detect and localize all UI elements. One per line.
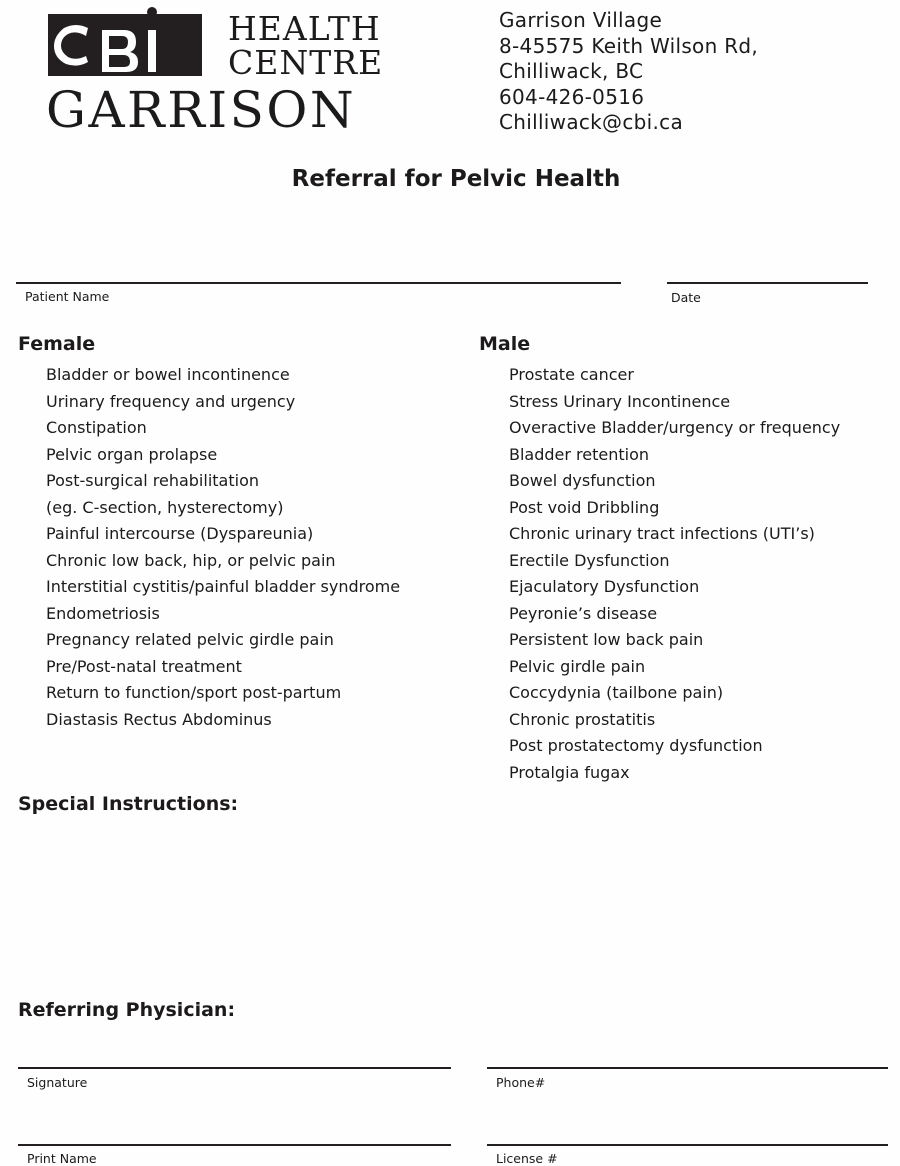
- male-heading: Male: [479, 333, 531, 355]
- logo-centre-text: CENTRE: [228, 43, 384, 82]
- male-condition-item: Chronic prostatitis: [509, 709, 656, 729]
- clinic-phone: 604-426-0516: [499, 84, 645, 109]
- clinic-city: Chilliwack, BC: [499, 59, 644, 83]
- special-instructions-heading: Special Instructions:: [18, 793, 239, 815]
- cbi-logo-mark: [46, 6, 206, 80]
- clinic-email: Chilliwack@cbi.ca: [499, 110, 684, 134]
- clinic-street: 8-45575 Keith Wilson Rd,: [499, 33, 759, 58]
- male-condition-item: Post prostatectomy dysfunction: [509, 736, 763, 755]
- date-label: Date: [671, 290, 701, 305]
- female-condition-item: Endometriosis: [46, 603, 160, 623]
- female-condition-item: Urinary frequency and urgency: [46, 391, 296, 411]
- page-title: Referral for Pelvic Health: [291, 166, 621, 192]
- signature-label: Signature: [27, 1075, 88, 1090]
- clinic-name: Garrison Village: [499, 8, 663, 32]
- license-line[interactable]: [487, 1144, 888, 1146]
- female-condition-item: Constipation: [46, 418, 147, 437]
- patient-name-line[interactable]: [16, 282, 621, 284]
- female-condition-item: Bladder or bowel incontinence: [46, 365, 290, 384]
- female-condition-item: Pelvic organ prolapse: [46, 444, 218, 464]
- female-condition-item: Chronic low back, hip, or pelvic pain: [46, 550, 336, 570]
- phone-line[interactable]: [487, 1067, 888, 1069]
- print-name-line[interactable]: [18, 1144, 451, 1146]
- female-condition-item: Interstitial cystitis/painful bladder syndrome: [46, 577, 401, 596]
- date-line[interactable]: [667, 282, 868, 284]
- male-condition-item: Bladder retention: [509, 444, 650, 464]
- male-condition-item: Ejaculatory Dysfunction: [509, 577, 700, 596]
- male-condition-item: Erectile Dysfunction: [509, 550, 670, 570]
- female-condition-item: Pre/Post-natal treatment: [46, 656, 242, 676]
- male-conditions-list: [509, 362, 840, 786]
- logo-garrison-text: GARRISON: [46, 81, 357, 139]
- male-condition-item: Pelvic girdle pain: [509, 656, 646, 676]
- male-condition-item: Prostate cancer: [509, 365, 634, 384]
- female-conditions-list: [46, 362, 400, 733]
- referring-physician-heading: Referring Physician:: [18, 999, 236, 1021]
- male-condition-item: Persistent low back pain: [509, 630, 704, 649]
- female-condition-item: Painful intercourse (Dyspareunia): [46, 524, 314, 543]
- male-condition-item: Coccydynia (tailbone pain): [509, 683, 724, 702]
- license-label: License #: [496, 1151, 558, 1166]
- print-name-label: Print Name: [27, 1151, 97, 1166]
- patient-name-label: Patient Name: [25, 289, 110, 304]
- female-condition-item: Post-surgical rehabilitation: [46, 471, 259, 490]
- male-condition-item: Post void Dribbling: [509, 497, 660, 517]
- male-condition-item: Peyronie’s disease: [509, 603, 658, 623]
- female-condition-item: Pregnancy related pelvic girdle pain: [46, 630, 334, 649]
- female-condition-item: (eg. C-section, hysterectomy): [46, 497, 284, 517]
- female-condition-item: Return to function/sport post-partum: [46, 683, 342, 702]
- male-condition-item: Bowel dysfunction: [509, 471, 656, 490]
- clinic-address: [499, 8, 758, 136]
- male-condition-item: Chronic urinary tract infections (UTI’s): [509, 524, 815, 543]
- male-condition-item: Protalgia fugax: [509, 762, 630, 782]
- special-instructions-area[interactable]: [18, 822, 888, 972]
- female-condition-item: Diastasis Rectus Abdominus: [46, 709, 272, 729]
- male-condition-item: Stress Urinary Incontinence: [509, 391, 731, 411]
- male-condition-item: Overactive Bladder/urgency or frequency: [509, 418, 841, 437]
- logo-health-text: HEALTH: [228, 9, 381, 48]
- phone-label: Phone#: [496, 1075, 546, 1090]
- signature-line[interactable]: [18, 1067, 451, 1069]
- female-heading: Female: [18, 333, 96, 355]
